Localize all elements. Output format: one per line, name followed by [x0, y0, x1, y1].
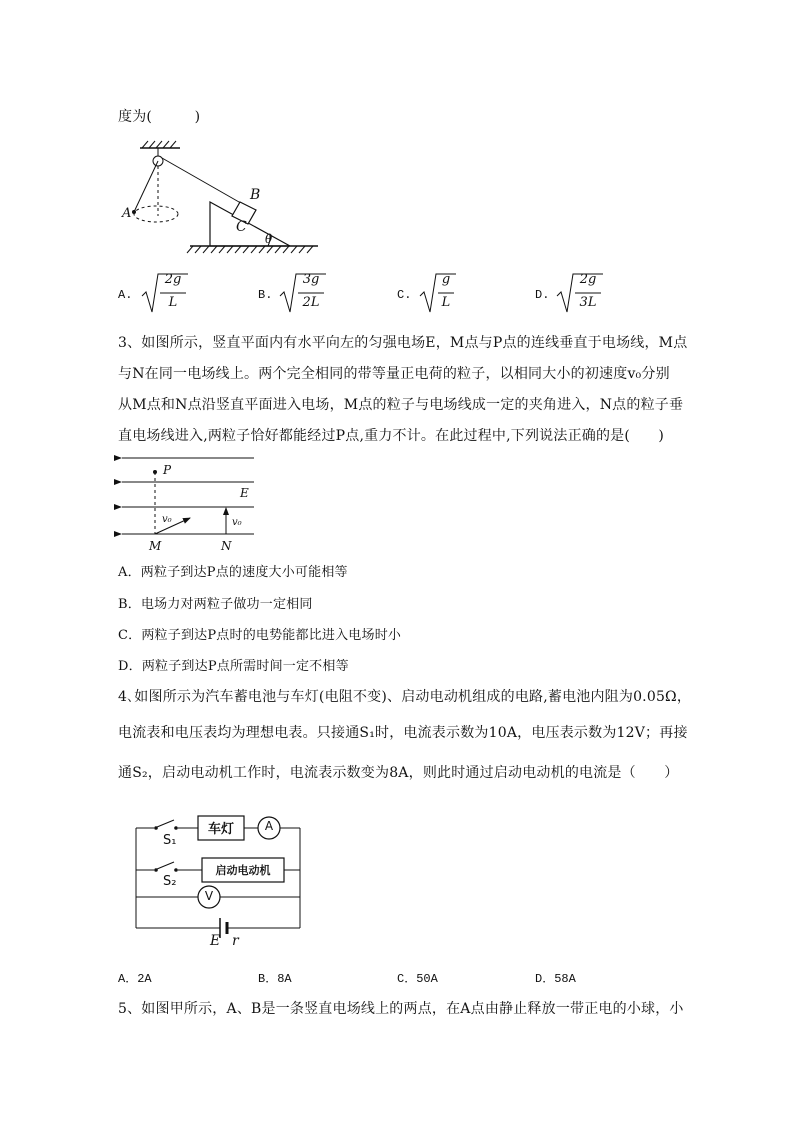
q3-label-v0-m: v₀ — [162, 514, 172, 525]
q3-stem-line1: 3、如图所示，竖直平面内有水平向左的匀强电场E，M点与P点的连线垂直于电场线，M点 — [118, 335, 688, 351]
q4-option-a[interactable]: A．2A — [118, 972, 152, 986]
option-label: B. — [258, 288, 273, 302]
fraction-numerator: 2g — [579, 272, 597, 287]
option-label: D. — [535, 288, 550, 302]
q4-stem-line1: 4､如图所示为汽车蓄电池与车灯(电阻不变)、启动电动机组成的电路,蓄电池内阻为0.05Ω， — [118, 689, 692, 705]
q3-stem-line3: 从M点和N点沿竖直平面进入电场，M点的粒子与电场线成一定的夹角进入，N点的粒子垂 — [118, 397, 684, 413]
fraction-denominator: 3L — [579, 295, 597, 310]
q4-internal-r-label: r — [232, 933, 239, 949]
q3-label-P: P — [163, 463, 172, 477]
fraction-numerator: 2g — [164, 272, 182, 287]
fraction-numerator: g — [441, 272, 451, 287]
q4-motor-label: 启动电动机 — [215, 864, 271, 877]
q2-stem-tail: 度为( ) — [118, 109, 201, 125]
q4-stem-line2: 电流表和电压表均为理想电表。只接通S₁时，电流表示数为10A，电压表示数为12V；再接 — [118, 725, 688, 741]
q3-stem-line4: 直电场线进入,两粒子恰好都能经过P点,重力不计。在此过程中,下列说法正确的是( ) — [118, 428, 665, 444]
q4-switch-s1-label: S₁ — [163, 833, 177, 848]
q4-option-d[interactable]: D．58A — [535, 972, 576, 986]
q2-label-B: B — [250, 187, 261, 203]
q4-switch-s2-label: S₂ — [163, 874, 177, 889]
fraction-denominator: L — [168, 295, 178, 310]
q2-figure-pendulum-incline — [118, 138, 338, 260]
q2-label-theta: θ — [265, 232, 273, 246]
q3-option-a[interactable]: A．两粒子到达P点的速度大小可能相等 — [118, 565, 348, 580]
q4-option-b[interactable]: B．8A — [258, 972, 292, 986]
option-label: A. — [118, 288, 133, 302]
q4-stem-line3: 通S₂，启动电动机工作时，电流表示数变为8A，则此时通过启动电动机的电流是（ ） — [118, 765, 679, 781]
q2-label-A: A — [122, 206, 132, 221]
q3-option-c[interactable]: C．两粒子到达P点时的电势能都比进入电场时小 — [118, 628, 402, 643]
q3-label-E: E — [240, 486, 249, 500]
q4-ammeter-label: A — [264, 819, 274, 833]
fraction-denominator: 2L — [302, 295, 320, 310]
q3-figure-electric-field — [118, 452, 258, 552]
q4-emf-label: E — [210, 933, 221, 949]
q5-stem-line1: 5、如图甲所示，A、B是一条竖直电场线上的两点，在A点由静止释放一带正电的小球，小 — [118, 1001, 684, 1017]
option-label: C. — [397, 288, 412, 302]
q3-label-M: M — [149, 539, 162, 553]
q4-lamp-label: 车灯 — [207, 822, 234, 837]
q3-option-d[interactable]: D．两粒子到达P点所需时间一定不相等 — [118, 659, 349, 674]
q3-option-b[interactable]: B．电场力对两粒子做功一定相同 — [118, 597, 313, 612]
q3-stem-line2: 与N在同一电场线上。两个完全相同的带等量正电荷的粒子，以相同大小的初速度v₀分别 — [118, 366, 670, 382]
q4-voltmeter-label: V — [204, 889, 214, 903]
q3-label-N: N — [221, 539, 232, 553]
fraction-numerator: 3g — [302, 272, 320, 287]
q4-option-c[interactable]: C．50A — [397, 972, 438, 986]
q2-label-C: C — [236, 219, 247, 235]
fraction-denominator: L — [441, 295, 451, 310]
q3-label-v0-n: v₀ — [232, 517, 242, 528]
